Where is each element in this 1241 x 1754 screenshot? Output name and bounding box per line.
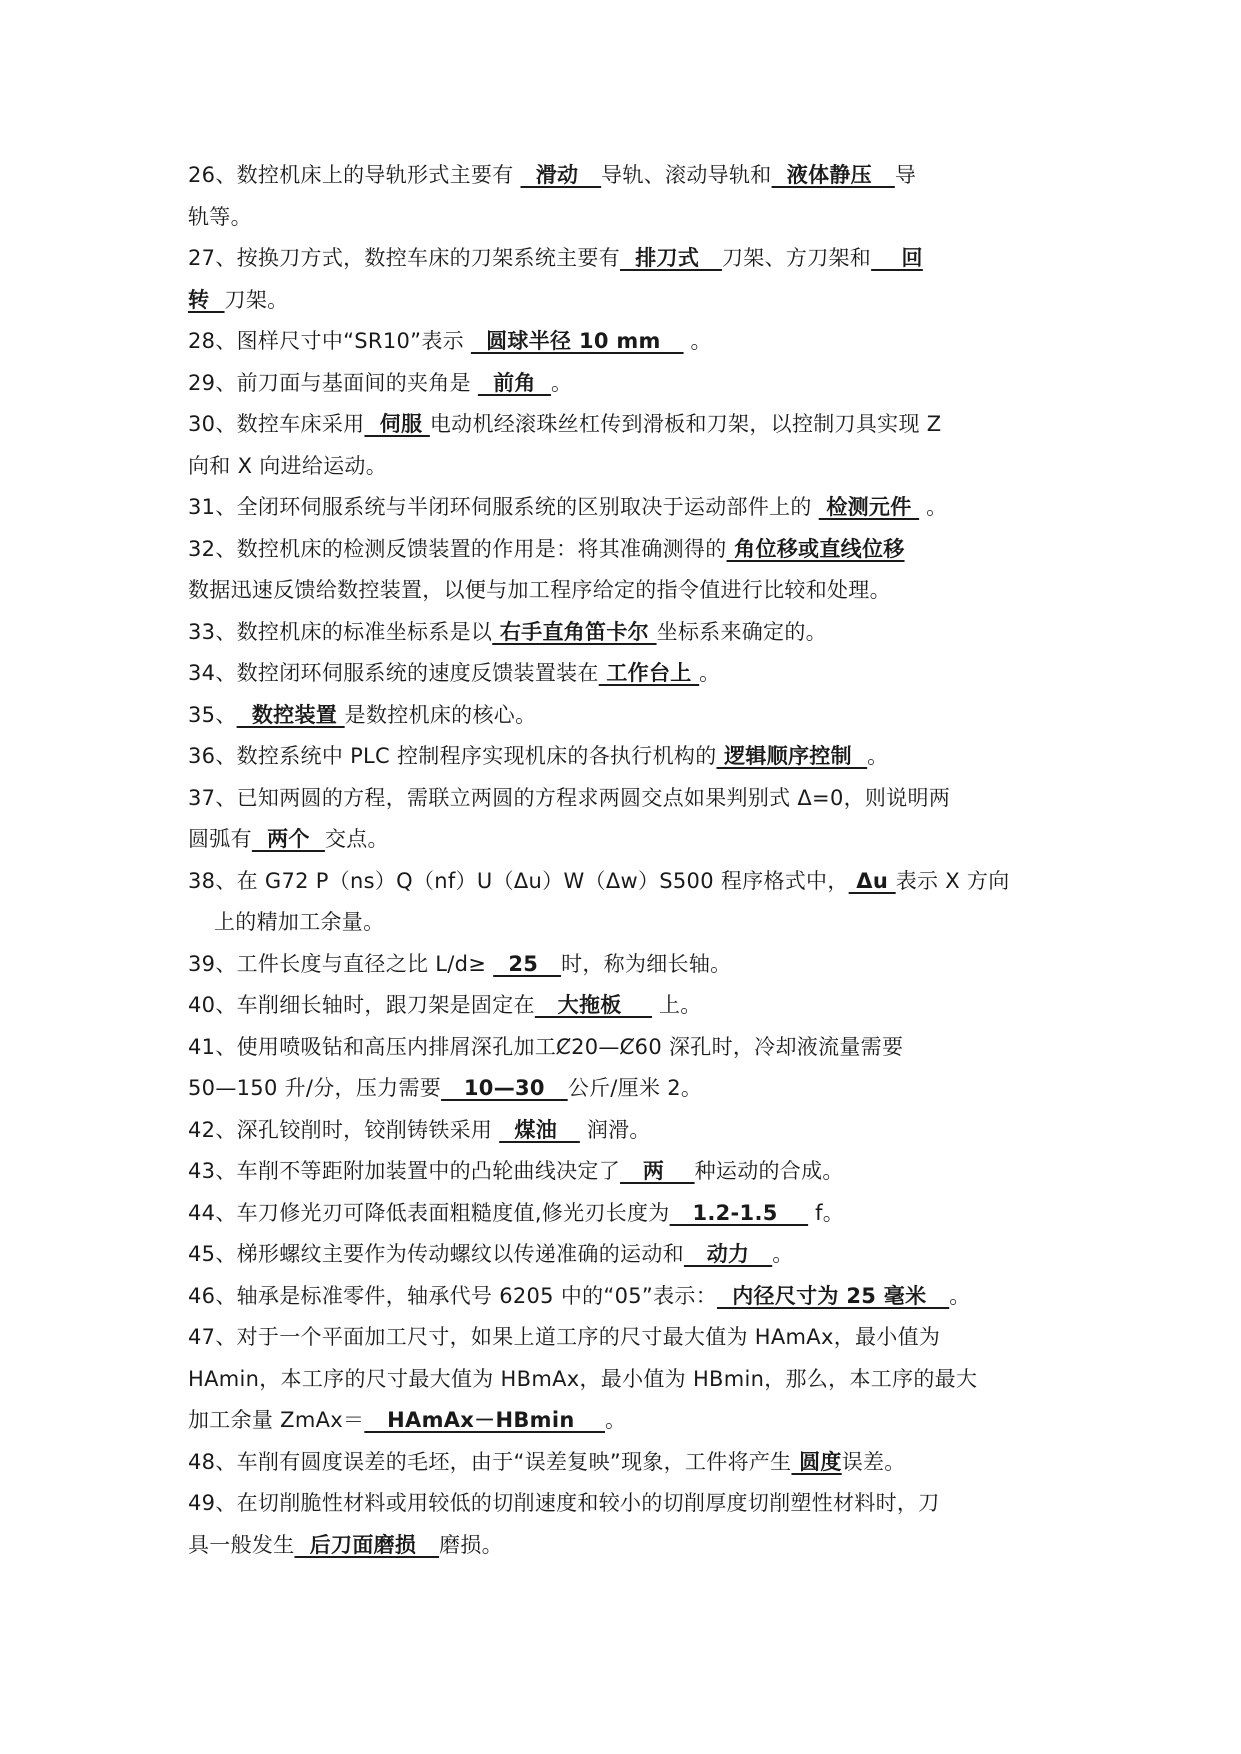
answer-blank: 检测元件 xyxy=(818,495,920,519)
answer-blank: 角位移或直线位移 xyxy=(726,536,905,561)
answer-blank: 动力 xyxy=(683,1242,773,1266)
question-line xyxy=(188,612,1058,654)
question-line xyxy=(188,1317,1058,1359)
question-text: 上。 xyxy=(652,993,702,1017)
question-text: 数据迅速反馈给数控装置，以便与加工程序给定的指令值进行比较和处理。 xyxy=(188,578,891,602)
question-text: 导 xyxy=(894,163,917,187)
question-text: 29、前刀面与基面间的夹角是 xyxy=(188,370,478,395)
question-text: 39、工件长度与直径之比 L/d≥ xyxy=(188,951,494,976)
question-text: 时，称为细长轴。 xyxy=(561,951,732,976)
answer-blank: 右手直角笛卡尔 xyxy=(492,619,657,644)
answer-blank: 液体静压 xyxy=(771,163,895,187)
question-line xyxy=(188,1359,1058,1401)
answer-blank: 后刀面磨损 xyxy=(294,1532,440,1557)
question-line xyxy=(188,861,1058,903)
question-text: 圆弧有 xyxy=(188,827,252,851)
question-text: 44、车刀修光刃可降低表面粗糙度值,修光刃长度为 xyxy=(188,1200,670,1225)
question-line xyxy=(188,487,1058,529)
question-text: 公斤/厘米 2。 xyxy=(567,1076,703,1100)
answer-blank: 25 xyxy=(493,951,562,976)
question-text: 42、深孔铰削时，铰削铸铁采用 xyxy=(188,1117,500,1142)
question-text: 33、数控机床的标准坐标系是以 xyxy=(188,619,493,644)
question-line xyxy=(188,695,1058,737)
question-text: 30、数控车床采用 xyxy=(188,412,365,436)
question-line xyxy=(188,819,1058,861)
question-text: 49、在切削脆性材料或用较低的切削速度和较小的切削厚度切削塑性材料时，刀 xyxy=(188,1491,940,1515)
answer-blank: 数控装置 xyxy=(236,702,345,727)
question-line xyxy=(188,321,1058,363)
answer-blank: 内径尺寸为 25 毫米 xyxy=(717,1283,950,1308)
question-line xyxy=(188,197,1058,239)
question-line xyxy=(188,404,1058,446)
question-text: 。 xyxy=(605,1408,627,1432)
question-text: 31、全闭环伺服系统与半闭环伺服系统的区别取决于运动部件上的 xyxy=(188,495,819,519)
question-line xyxy=(188,1442,1058,1484)
answer-blank: 两个 xyxy=(251,827,325,851)
question-text: 误差。 xyxy=(841,1449,906,1474)
answer-blank: 10—30 xyxy=(441,1076,568,1100)
question-text: 47、对于一个平面加工尺寸，如果上道工序的尺寸最大值为 HAmAx，最小值为 xyxy=(188,1325,941,1349)
question-text: 磨损。 xyxy=(439,1532,503,1557)
question-line xyxy=(188,1400,1058,1442)
question-text: 加工余量 ZmAx＝ xyxy=(188,1408,365,1432)
answer-blank: 排刀式 xyxy=(620,246,722,270)
question-text: 32、数控机床的检测反馈装置的作用是：将其准确测得的 xyxy=(188,536,727,561)
answer-blank: 回 xyxy=(871,246,923,270)
question-text: 。 xyxy=(699,661,721,685)
answer-blank: 圆球半径 10 mm xyxy=(470,329,684,353)
question-line xyxy=(188,1525,1058,1567)
question-line xyxy=(188,280,1058,322)
answer-blank: HAmAx－HBmin xyxy=(364,1408,606,1432)
answer-blank: 煤油 xyxy=(499,1117,580,1142)
question-text: 刀架、方刀架和 xyxy=(722,246,872,270)
question-text: 48、车削有圆度误差的毛坯，由于“误差复映”现象，工件将产生 xyxy=(188,1449,792,1474)
question-line xyxy=(188,778,1058,820)
question-line xyxy=(188,1276,1058,1318)
question-text: 交点。 xyxy=(324,827,389,851)
question-text: 43、车削不等距附加装置中的凸轮曲线决定了 xyxy=(188,1159,621,1183)
question-line xyxy=(188,238,1058,280)
question-line xyxy=(188,944,1058,986)
answer-blank: 工作台上 xyxy=(598,661,700,685)
question-list xyxy=(188,155,1058,1566)
question-text: 。 xyxy=(550,370,573,395)
question-text: 41、使用喷吸钻和高压内排屑深孔加工Ȼ20—Ȼ60 深孔时，冷却液流量需要 xyxy=(188,1034,904,1059)
question-line xyxy=(188,1068,1058,1110)
answer-blank: 圆度 xyxy=(791,1449,842,1474)
question-line xyxy=(188,1027,1058,1069)
question-text: 坐标系来确定的。 xyxy=(656,619,827,644)
question-text: 27、按换刀方式，数控车床的刀架系统主要有 xyxy=(188,246,621,270)
answer-blank: 滑动 xyxy=(520,163,602,187)
question-text: HAmin，本工序的尺寸最大值为 HBmAx，最小值为 HBmin，那么，本工序的最大 xyxy=(188,1366,978,1391)
question-line xyxy=(188,653,1058,695)
question-line xyxy=(188,446,1058,488)
answer-blank: 逻辑顺序控制 xyxy=(716,744,868,768)
question-line xyxy=(188,529,1058,571)
answer-blank: 大拖板 xyxy=(534,993,653,1017)
question-line xyxy=(188,155,1058,197)
answer-blank: 前角 xyxy=(477,370,551,395)
question-text: 46、轴承是标准零件，轴承代号 6205 中的“05”表示： xyxy=(188,1283,717,1308)
question-text: 28、图样尺寸中“SR10”表示 xyxy=(188,329,471,353)
question-text: 。 xyxy=(772,1242,794,1266)
question-line xyxy=(188,570,1058,612)
question-text: 45、梯形螺纹主要作为传动螺纹以传递准确的运动和 xyxy=(188,1242,684,1266)
question-text: 35、 xyxy=(188,702,237,727)
answer-blank: 转 xyxy=(188,287,225,312)
answer-blank: 伺服 xyxy=(364,412,430,436)
answer-blank: 两 xyxy=(620,1159,695,1183)
question-text: 34、数控闭环伺服系统的速度反馈装置装在 xyxy=(188,661,599,685)
question-text: 26、数控机床上的导轨形式主要有 xyxy=(188,163,521,187)
question-text: 种运动的合成。 xyxy=(694,1159,844,1183)
question-text: 具一般发生 xyxy=(188,1532,295,1557)
question-line xyxy=(188,1110,1058,1152)
question-line xyxy=(188,1483,1058,1525)
question-text: f。 xyxy=(808,1200,845,1225)
question-text: 润滑。 xyxy=(579,1117,651,1142)
question-text: 40、车削细长轴时，跟刀架是固定在 xyxy=(188,993,535,1017)
question-text: 。 xyxy=(949,1283,971,1308)
question-text: 导轨、滚动导轨和 xyxy=(601,163,772,187)
question-text: 上的精加工余量。 xyxy=(214,910,385,934)
question-text: 轨等。 xyxy=(188,204,252,229)
question-text: 。 xyxy=(919,495,948,519)
question-text: 36、数控系统中 PLC 控制程序实现机床的各执行机构的 xyxy=(188,744,717,768)
question-text: 表示 X 方向 xyxy=(895,868,1010,893)
question-text: 50—150 升/分，压力需要 xyxy=(188,1076,442,1100)
question-text: 。 xyxy=(683,329,712,353)
question-text: 向和 X 向进给运动。 xyxy=(188,453,388,478)
question-line xyxy=(188,902,1058,944)
answer-blank: Δu xyxy=(848,868,896,893)
question-line xyxy=(188,363,1058,405)
answer-blank: 1.2-1.5 xyxy=(669,1200,809,1225)
question-line xyxy=(188,985,1058,1027)
question-line xyxy=(188,736,1058,778)
question-line xyxy=(188,1151,1058,1193)
question-text: 刀架。 xyxy=(224,287,289,312)
question-text: 38、在 G72 P（ns）Q（nf）U（Δu）W（Δw）S500 程序格式中， xyxy=(188,868,849,893)
question-text: 。 xyxy=(867,744,889,768)
question-text: 电动机经滚珠丝杠传到滑板和刀架，以控制刀具实现 Z xyxy=(429,412,942,436)
question-text: 是数控机床的核心。 xyxy=(344,702,537,727)
question-text: 37、已知两圆的方程，需联立两圆的方程求两圆交点如果判别式 Δ=0，则说明两 xyxy=(188,785,951,810)
question-line xyxy=(188,1234,1058,1276)
question-line xyxy=(188,1193,1058,1235)
